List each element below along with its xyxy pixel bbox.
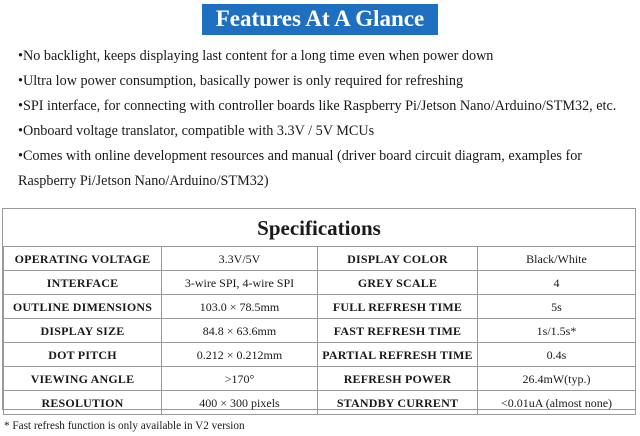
- spec-value: 1s/1.5s*: [478, 319, 636, 343]
- specifications-table: [3, 246, 636, 415]
- spec-value: 4: [478, 271, 636, 295]
- spec-key: VIEWING ANGLE: [4, 367, 162, 391]
- table-row: [4, 319, 636, 343]
- spec-key: FAST REFRESH TIME: [318, 319, 478, 343]
- spec-key: OPERATING VOLTAGE: [4, 247, 162, 271]
- feature-list: [18, 44, 630, 194]
- spec-value: 84.8 × 63.6mm: [162, 319, 318, 343]
- feature-item: •No backlight, keeps displaying last content for a long time even when power down: [18, 48, 494, 64]
- spec-value: 5s: [478, 295, 636, 319]
- spec-key: STANDBY CURRENT: [318, 391, 478, 415]
- spec-key: DOT PITCH: [4, 343, 162, 367]
- spec-value: 0.4s: [478, 343, 636, 367]
- spec-key: RESOLUTION: [4, 391, 162, 415]
- footnote: * Fast refresh function is only available in V2 version: [4, 420, 245, 432]
- spec-value: 26.4mW(typ.): [478, 367, 636, 391]
- spec-key: INTERFACE: [4, 271, 162, 295]
- spec-key: FULL REFRESH TIME: [318, 295, 478, 319]
- spec-key: REFRESH POWER: [318, 367, 478, 391]
- feature-item: •SPI interface, for connecting with controller boards like Raspberry Pi/Jetson Nano/Arduino/STM32, etc.: [18, 98, 617, 114]
- spec-key: GREY SCALE: [318, 271, 478, 295]
- spec-value: Black/White: [478, 247, 636, 271]
- feature-item: •Onboard voltage translator, compatible with 3.3V / 5V MCUs: [18, 123, 375, 139]
- banner: [0, 4, 640, 35]
- spec-key: PARTIAL REFRESH TIME: [318, 343, 478, 367]
- specifications-panel: [2, 208, 636, 410]
- spec-key: OUTLINE DIMENSIONS: [4, 295, 162, 319]
- table-row: [4, 271, 636, 295]
- table-row: [4, 247, 636, 271]
- table-row: [4, 391, 636, 415]
- banner-title: Features At A Glance: [202, 4, 438, 35]
- spec-value: 103.0 × 78.5mm: [162, 295, 318, 319]
- specifications-title: Specifications: [257, 216, 381, 240]
- feature-item: •Ultra low power consumption, basically power is only required for refreshing: [18, 73, 464, 89]
- spec-value: 400 × 300 pixels: [162, 391, 318, 415]
- spec-value: 0.212 × 0.212mm: [162, 343, 318, 367]
- spec-value: 3.3V/5V: [162, 247, 318, 271]
- table-row: [4, 295, 636, 319]
- spec-value: 3-wire SPI, 4-wire SPI: [162, 271, 318, 295]
- table-row: [4, 343, 636, 367]
- spec-value: <0.01uA (almost none): [478, 391, 636, 415]
- table-row: [4, 367, 636, 391]
- feature-item-continuation: Raspberry Pi/Jetson Nano/Arduino/STM32): [18, 173, 269, 189]
- spec-key: DISPLAY COLOR: [318, 247, 478, 271]
- spec-key: DISPLAY SIZE: [4, 319, 162, 343]
- spec-value: >170°: [162, 367, 318, 391]
- feature-item: •Comes with online development resources and manual (driver board circuit diagram, examples for: [18, 148, 583, 164]
